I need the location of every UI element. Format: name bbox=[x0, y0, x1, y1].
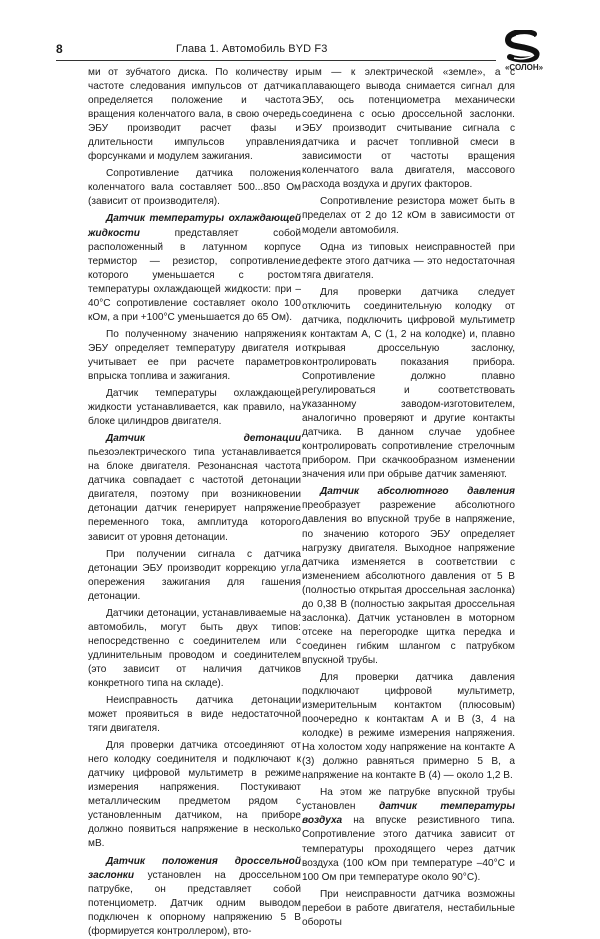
paragraph-text: Датчик температуры охлаждающей жидкости устанавливается, как правило, на блоке цилиндров двигателя. bbox=[88, 388, 301, 428]
paragraph-text: преобразует разрежение абсолютного давления во впускной трубе в напряжение, по значению которого ЭБУ определяет нагрузку двигателя. Выходное напряжение датчика изменяется в соответствии с изменением абсолютного давления от 5 В (полностью открытая дроссельная заслонка) до 0,38 В (полностью закрытая дроссельная заслонка). Датчик установлен в моторном отсеке на перегородке щитка передка и соединен гибким шлангом с патрубком впускной трубы. bbox=[302, 500, 515, 666]
paragraph-text: Сопротивление резистора может быть в пределах от 2 до 12 кОм в зависимости от модели автомобиля. bbox=[302, 196, 515, 236]
paragraph bbox=[302, 241, 515, 283]
paragraph bbox=[88, 212, 301, 324]
paragraph bbox=[302, 786, 515, 884]
paragraph-text: на впуске резистивного типа. Сопротивление этого датчика зависит от температуры проходящего через датчик воздуха (100 кОм при температуре –40°C и 100 Ом при температуре около 90°C). bbox=[302, 815, 515, 883]
term-heading: Датчик детонации bbox=[106, 433, 301, 445]
chapter-title: Глава 1. Автомобиль BYD F3 bbox=[176, 43, 328, 55]
paragraph bbox=[88, 739, 301, 851]
paragraph bbox=[88, 387, 301, 429]
paragraph-text: установлен на дроссельном патрубке, он представляет собой потенциометр. Датчик одним выводом подключен к опорному напряжению 5 В (формируется контроллером), вто- bbox=[88, 869, 301, 937]
term-heading: датчик температуры воздуха bbox=[302, 801, 515, 827]
paragraph-text: На этом же патрубке впускной трубы установлен bbox=[302, 787, 515, 813]
header-rule bbox=[56, 60, 496, 61]
paragraph-text: При неисправности датчика возможны перебои в работе двигателя, нестабильные обороты bbox=[302, 888, 515, 928]
paragraph-text: Датчики детонации, устанавливаемые на автомобиль, могут быть двух типов: непосредственно с соединителем или с удлинительным проводом и соединителем (это зависит от наличия датчиков конкретного типа на складе). bbox=[88, 607, 301, 689]
solon-logo-icon bbox=[494, 30, 554, 64]
paragraph bbox=[88, 548, 301, 604]
paragraph bbox=[88, 167, 301, 209]
right-column bbox=[302, 66, 515, 930]
paragraph bbox=[302, 671, 515, 783]
paragraph bbox=[302, 485, 515, 668]
page-header bbox=[56, 42, 494, 62]
page-number: 8 bbox=[56, 42, 63, 56]
paragraph bbox=[88, 66, 301, 164]
paragraph-text: рым — к электрической «земле», а с плавающего вывода снимается сигнал для ЭБУ, ось потенциометра механически соединена с осью дроссельной заслонки. ЭБУ производит считывание сигнала с датчика и расчет топливной смеси в зависимости от частоты вращения коленчатого вала двигателя, массового расхода воздуха и других факторов. bbox=[302, 67, 515, 191]
paragraph bbox=[302, 286, 515, 483]
term-heading: Датчик положения дроссельной заслонки bbox=[88, 855, 301, 881]
paragraph-text: Сопротивление датчика положения коленчатого вала составляет 500...850 Ом (зависит от производителя). bbox=[88, 168, 301, 208]
paragraph bbox=[88, 328, 301, 384]
paragraph-text: Для проверки датчика давления подключают цифровой мультиметр, измерительным контактом (плюсовым) поочередно к контактам A и B (3, 4 на колодке) в режиме измерения напряжения. На холостом ходу напряжение на контакте A (3) должно равняться примерно 5 В, а напряжение на контакте B (4) — около 1,2 В. bbox=[302, 671, 515, 782]
paragraph bbox=[88, 694, 301, 736]
paragraph bbox=[302, 195, 515, 237]
paragraph-text: Для проверки датчика следует отключить соединительную колодку от датчика, подключить цифровой мультиметр к контактам A, C (1, 2 на колодке) и, плавно открывая дроссельную заслонку, контролировать показания прибора. Сопротивление должно плавно регулироваться и соответствовать указанному заводом-изготовителем, аналогично проверяют и другие контакты датчика. В данном случае удобнее контролировать сопротивление стрелочным прибором. При скачкообразном изменении значения или при обрыве датчик заменяют. bbox=[302, 286, 515, 481]
paragraph-text: Неисправность датчика детонации может проявиться в виде недостаточной тяги двигателя. bbox=[88, 695, 301, 735]
paragraph bbox=[302, 66, 515, 192]
paragraph-text: ми от зубчатого диска. По количеству и частоте следования импульсов от датчика определяется положение и частота вращения коленчатого вала, в свою очередь ЭБУ производит расчет фазы и длительности импульсов управления форсунками и модулем зажигания. bbox=[88, 67, 301, 163]
left-column bbox=[88, 66, 301, 939]
logo-text: «СОЛОН» bbox=[504, 63, 544, 72]
paragraph-text: представляет собой расположенный в латунном корпусе термистор — резистор, сопротивление которого уменьшается с ростом температуры охлаждающей жидкости: при –40°C сопротивление составляет около 100 кОм, а при +100°C уменьшается до 65 Ом). bbox=[88, 227, 301, 323]
paragraph bbox=[88, 855, 301, 939]
paragraph-text: При получении сигнала с датчика детонации ЭБУ производит коррекцию угла опережения зажигания для гашения детонации. bbox=[88, 548, 301, 602]
paragraph-text: По полученному значению напряжения ЭБУ определяет температуру двигателя и учитывает ее при расчете параметров впрыска топлива и зажигания. bbox=[88, 328, 301, 382]
paragraph bbox=[88, 607, 301, 691]
paragraph bbox=[88, 432, 301, 544]
paragraph bbox=[302, 888, 515, 930]
term-heading: Датчик абсолютного давления bbox=[320, 486, 515, 498]
paragraph-text: Одна из типовых неисправностей при дефекте этого датчика — это недостаточная тяга двигателя. bbox=[302, 241, 515, 281]
paragraph-text: пьезоэлектрического типа устанавливается на блоке двигателя. Резонансная частота датчика совпадает с частотой детонации двигателя, поэтому при возникновении детонации датчик генерирует напряжение переменного тока, амплитуда которого зависит от уровня детонации. bbox=[88, 447, 301, 543]
paragraph-text: Для проверки датчика отсоединяют от него колодку соединителя и подключают к датчику цифровой мультиметр в режиме измерения напряжения. Постукивают металлическим предметом рядом с установленным датчиком, на приборе должно появиться напряжение в несколько мВ. bbox=[88, 740, 301, 850]
term-heading: Датчик температуры охлаждающей жидкости bbox=[88, 213, 301, 239]
